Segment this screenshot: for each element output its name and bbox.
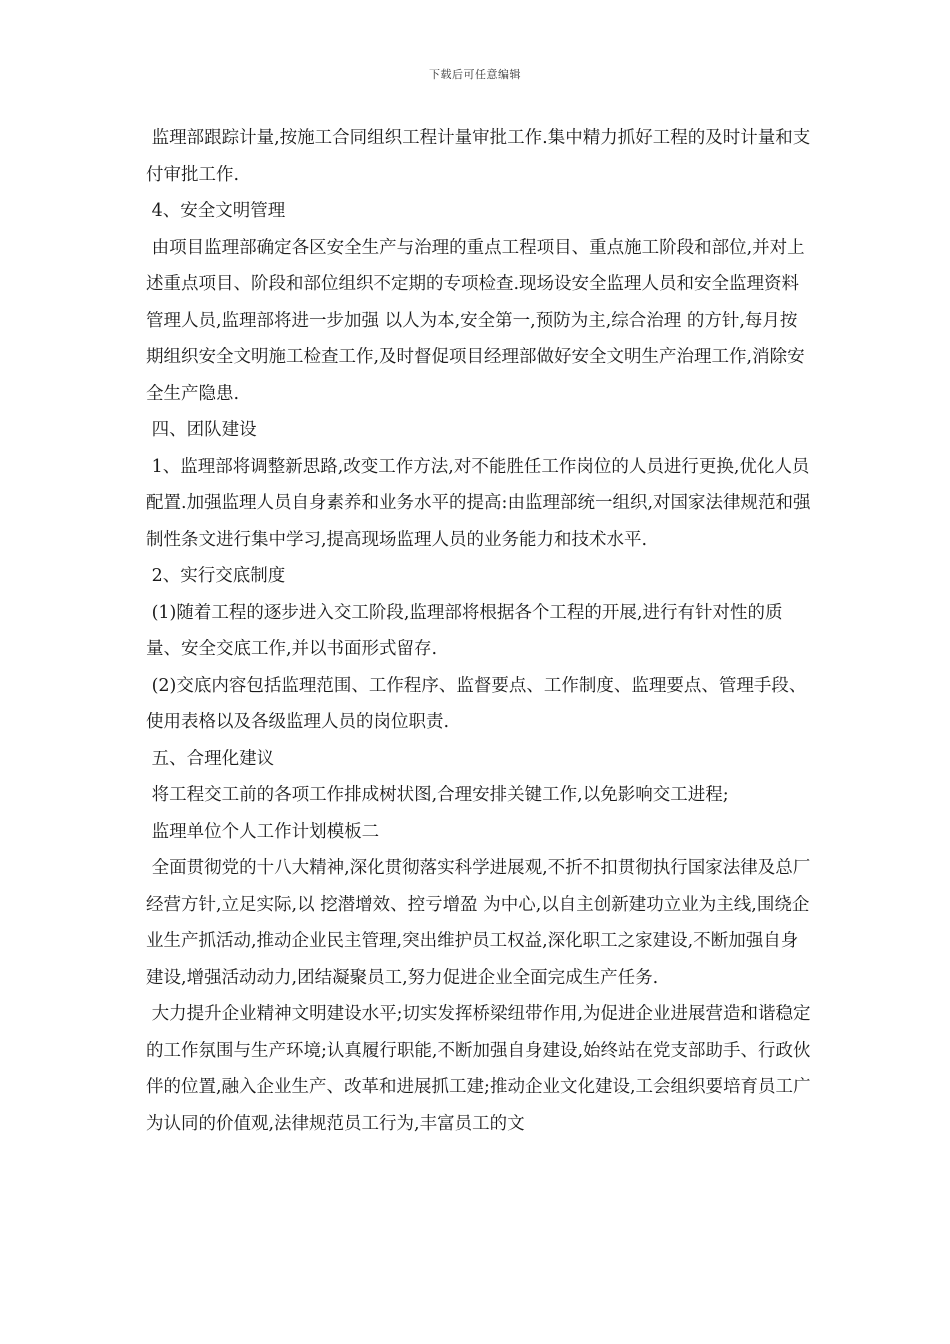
paragraph-team-1: 1、监理部将调整新思路,改变工作方法,对不能胜任工作岗位的人员进行更换,优化人员配置.加强监理人员自身素养和业务水平的提高:由监理部统一组织,对国家法律规范和强制性条文进行集中学习,提高现场监理人员的业务能力和技术水平. bbox=[146, 456, 811, 550]
paragraph-civilization: 大力提升企业精神文明建设水平;切实发挥桥梁纽带作用,为促进企业进展营造和谐稳定的工作氛围与生产环境;认真履行职能,不断加强自身建设,始终站在党支部助手、行政伙伴的位置,融入企业生产、改革和进展抓工建;推动企业文化建设,工会组织要培育员工广为认同的价值观,法律规范员工行为,丰富员工的文 bbox=[146, 1004, 811, 1134]
paragraph-briefing-2: (2)交底内容包括监理范围、工作程序、监督要点、工作制度、监理要点、管理手段、使用表格以及各级监理人员的岗位职责. bbox=[146, 675, 807, 732]
document-body bbox=[146, 120, 814, 1142]
paragraph-safety: 由项目监理部确定各区安全生产与治理的重点工程项目、重点施工阶段和部位,并对上述重点项目、阶段和部位组织不定期的专项检查.现场设安全监理人员和安全监理资料管理人员,监理部将进一步加强 以人为本,安全第一,预防为主,综合治理 的方针,每月按期组织安全文明施工检查工作,及时督促项目经理部做好安全文明生产治理工作,消除安全生产隐患. bbox=[146, 237, 805, 404]
heading-safety-management: 4、安全文明管理 bbox=[146, 201, 286, 221]
heading-template-two: 监理单位个人工作计划模板二 bbox=[146, 821, 380, 842]
page-header: 下载后可任意编辑 bbox=[429, 68, 521, 81]
heading-team-building: 四、团队建设 bbox=[146, 420, 257, 440]
paragraph-briefing-1: (1)随着工程的逐步进入交工阶段,监理部将根据各个工程的开展,进行有针对性的质量、安全交底工作,并以书面形式留存. bbox=[146, 602, 783, 659]
heading-briefing-system: 2、实行交底制度 bbox=[146, 566, 286, 586]
paragraph-spirit: 全面贯彻党的十八大精神,深化贯彻落实科学进展观,不折不扣贯彻执行国家法律及总厂经营方针,立足实际,以 挖潜增效、控亏增盈 为中心,以自主创新建功立业为主线,围绕企业生产抓活动,推动企业民主管理,突出维护员工权益,深化职工之家建设,不断加强自身建设,增强活动动力,团结凝聚员工,努力促进企业全面完成生产任务. bbox=[146, 858, 811, 988]
paragraph-suggestion: 将工程交工前的各项工作排成树状图,合理安排关键工作,以免影响交工进程; bbox=[146, 785, 729, 805]
heading-suggestions: 五、合理化建议 bbox=[146, 748, 275, 769]
paragraph-measurement: 监理部跟踪计量,按施工合同组织工程计量审批工作.集中精力抓好工程的及时计量和支付审批工作. bbox=[146, 128, 811, 185]
